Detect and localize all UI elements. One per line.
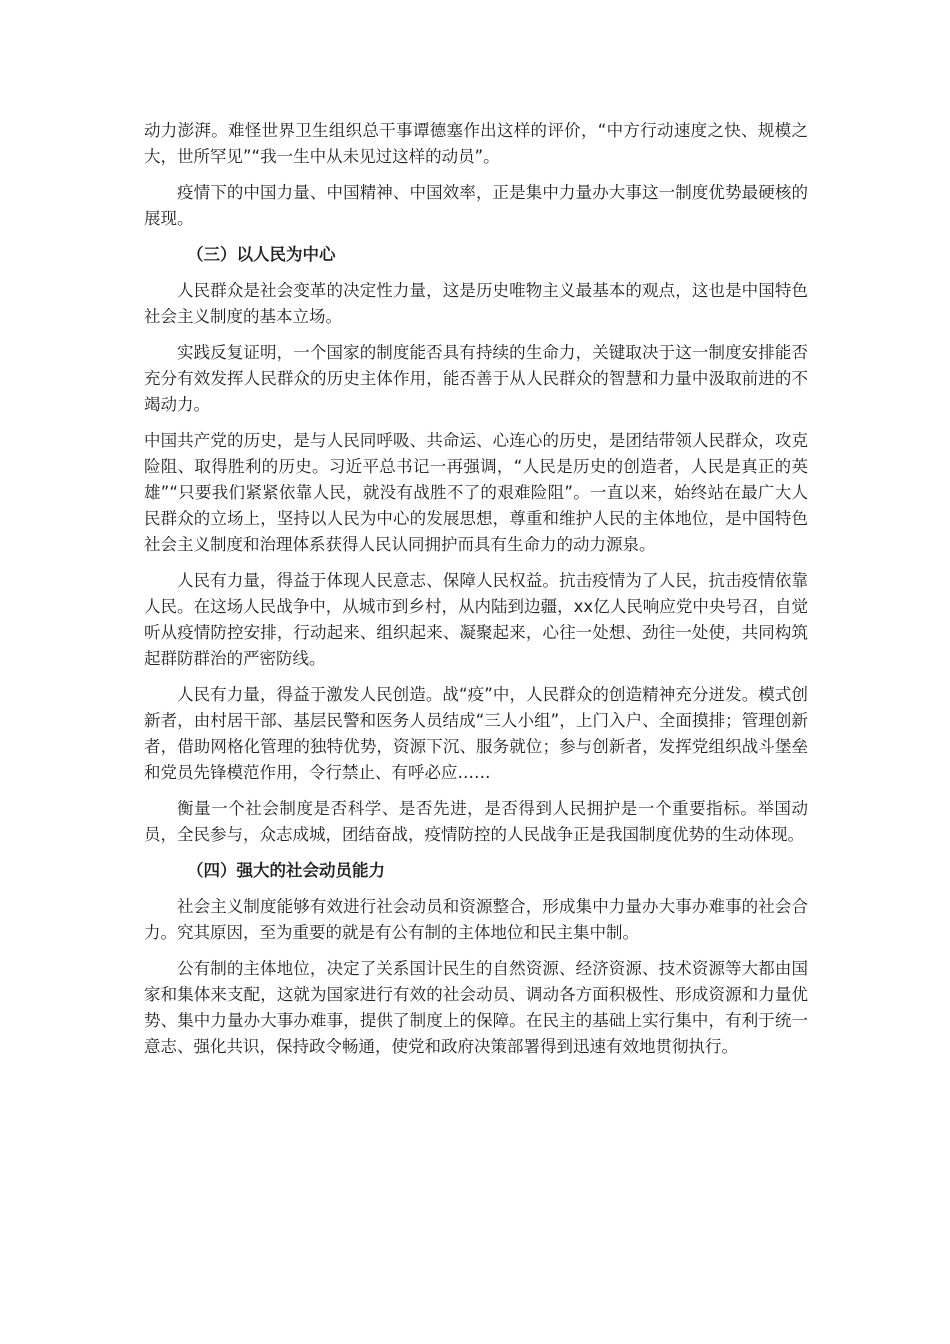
section-heading-4: （四）强大的社会动员能力 [187,861,385,880]
paragraph-continuation: 动力澎湃。难怪世界卫生组织总干事谭德塞作出这样的评价，“中方行动速度之快、规模之大，世所罕见”“我一生中从未见过这样的动员”。 [144,121,808,166]
paragraph: 人民有力量，得益于激发人民创造。战“疫”中，人民群众的创造精神充分迸发。模式创新者，由村居干部、基层民警和医务人员结成“三人小组”，上门入户、全面摸排；管理创新者，借助网格化管理的独特优势，资源下沉、服务就位；参与创新者，发挥党组织战斗堡垒和党员先锋模范作用，令行禁止、有呼必应…… [144,685,808,782]
paragraph: 公有制的主体地位，决定了关系国计民生的自然资源、经济资源、技术资源等大都由国家和集体来支配，这就为国家进行有效的社会动员、调动各方面积极性、形成资源和力量优势、集中力量办大事办难事，提供了制度上的保障。在民主的基础上实行集中，有利于统一意志、强化共识，保持政令畅通，使党和政府决策部署得到迅速有效地贯彻执行。 [144,959,808,1056]
paragraph: 衡量一个社会制度是否科学、是否先进，是否得到人民拥护是一个重要指标。举国动员，全民参与，众志成城，团结奋战，疫情防控的人民战争正是我国制度优势的生动体现。 [144,799,808,844]
paragraph: 人民有力量，得益于体现人民意志、保障人民权益。抗击疫情为了人民，抗击疫情依靠人民。在这场人民战争中，从城市到乡村，从内陆到边疆，xx亿人民响应党中央号召，自觉听从疫情防控安排，行动起来、组织起来、凝聚起来，心往一处想、劲往一处使，共同构筑起群防群治的严密防线。 [144,571,808,668]
paragraph: 中国共产党的历史，是与人民同呼吸、共命运、心连心的历史，是团结带领人民群众，攻克险阻、取得胜利的历史。习近平总书记一再强调，“人民是历史的创造者，人民是真正的英雄”“只要我们紧紧依靠人民，就没有战胜不了的艰难险阻”。一直以来，始终站在最广大人民群众的立场上，坚持以人民为中心的发展思想，尊重和维护人民的主体地位，是中国特色社会主义制度和治理体系获得人民认同拥护而具有生命力的动力源泉。 [144,431,808,554]
paragraph: 疫情下的中国力量、中国精神、中国效率，正是集中力量办大事这一制度优势最硬核的展现。 [144,183,808,228]
paragraph: 实践反复证明，一个国家的制度能否具有持续的生命力，关键取决于这一制度安排能否充分有效发挥人民群众的历史主体作用，能否善于从人民群众的智慧和力量中汲取前进的不竭动力。 [144,343,808,414]
paragraph: 人民群众是社会变革的决定性力量，这是历史唯物主义最基本的观点，这也是中国特色社会主义制度的基本立场。 [144,281,808,326]
document-page [144,118,808,1070]
section-heading-3: （三）以人民为中心 [187,245,336,264]
paragraph: 社会主义制度能够有效进行社会动员和资源整合，形成集中力量办大事办难事的社会合力。究其原因，至为重要的就是有公有制的主体地位和民主集中制。 [144,897,808,942]
